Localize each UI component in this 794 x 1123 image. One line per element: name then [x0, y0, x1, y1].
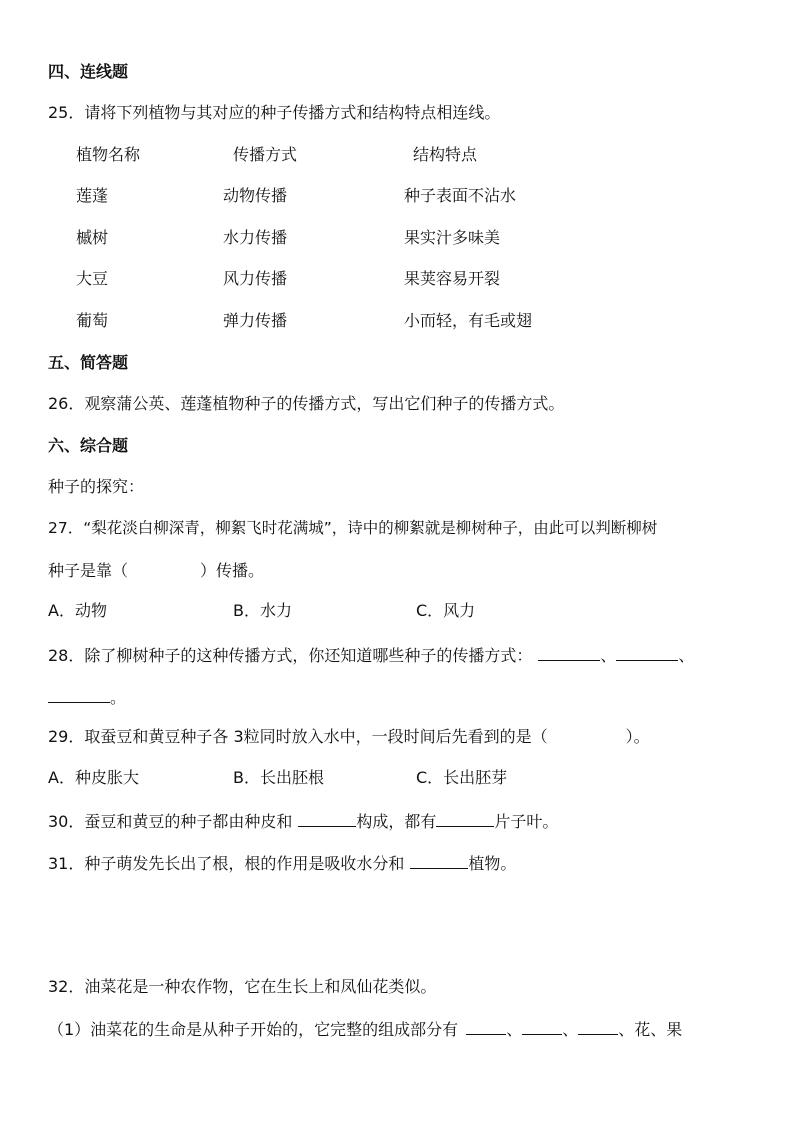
table-cell: 水力传播	[223, 228, 288, 247]
separator: 、	[506, 1020, 523, 1039]
option-a: A．动物	[48, 601, 107, 620]
answer-blank[interactable]	[48, 686, 110, 703]
answer-blank[interactable]	[578, 1018, 618, 1035]
option-c: C．风力	[416, 601, 476, 620]
question-28-text: 28．除了柳树种子的这种传播方式，你还知道哪些种子的传播方式：	[48, 646, 533, 665]
section-heading-4: 四、连线题	[48, 62, 129, 81]
table-cell: 动物传播	[223, 186, 288, 205]
table-cell: 果实汁多味美	[404, 228, 501, 247]
answer-blank[interactable]	[522, 1018, 562, 1035]
table-cell: 槭树	[76, 228, 109, 247]
question-29	[48, 727, 650, 747]
answer-blank[interactable]	[466, 1018, 506, 1035]
table-cell: 种子表面不沾水	[404, 186, 517, 205]
answer-blank[interactable]	[616, 644, 678, 661]
question-28-end: 。	[110, 688, 127, 707]
table-cell: 小而轻，有毛或翅	[404, 311, 533, 330]
question-30-text-c: 片子叶。	[494, 812, 559, 831]
question-31-text-b: 植物。	[468, 854, 517, 873]
question-26: 26．观察蒲公英、莲蓬植物种子的传播方式，写出它们种子的传播方式。	[48, 394, 565, 413]
question-27-line1: 27．“梨花淡白柳深青，柳絮飞时花满城”，诗中的柳絮就是柳树种子，由此可以判断柳树	[48, 519, 658, 537]
question-25: 25．请将下列植物与其对应的种子传播方式和结构特点相连线。	[48, 103, 501, 122]
section-heading-5: 五、简答题	[48, 353, 129, 372]
table-cell: 葡萄	[76, 311, 109, 330]
separator: 、	[600, 646, 617, 665]
question-32-1-text: （1）油菜花的生命是从种子开始的，它完整的组成部分有	[48, 1020, 459, 1039]
separator: 、	[678, 646, 695, 665]
question-27-text-a: 种子是靠（	[48, 561, 129, 580]
section-heading-6: 六、综合题	[48, 436, 129, 455]
question-30	[48, 810, 558, 832]
table-cell: 弹力传播	[223, 311, 288, 330]
table-cell: 果荚容易开裂	[404, 269, 501, 288]
answer-blank[interactable]	[410, 852, 468, 869]
table-cell: 莲蓬	[76, 186, 109, 205]
table-header-plant: 植物名称	[76, 145, 141, 164]
question-29-text-b: ）。	[625, 727, 650, 746]
table-cell: 风力传播	[223, 269, 288, 288]
table-header-feature: 结构特点	[413, 145, 478, 164]
question-29-text-a: 29．取蚕豆和黄豆种子各 3粒同时放入水中，一段时间后先看到的是（	[48, 727, 548, 746]
question-32-1-end: 、花、果	[618, 1020, 683, 1039]
question-28-line2	[48, 686, 126, 708]
option-c: C．长出胚芽	[416, 768, 508, 787]
question-30-text-b: 构成，都有	[356, 812, 437, 831]
section-intro: 种子的探究：	[48, 477, 145, 496]
answer-blank[interactable]	[298, 810, 356, 827]
option-b: B．长出胚根	[233, 768, 324, 787]
table-header-dispersal: 传播方式	[233, 145, 298, 164]
question-30-text-a: 30．蚕豆和黄豆的种子都由种皮和	[48, 812, 293, 831]
answer-blank[interactable]	[436, 810, 494, 827]
question-27-line2	[48, 561, 264, 581]
answer-blank[interactable]	[538, 644, 600, 661]
question-31	[48, 852, 516, 874]
table-cell: 大豆	[76, 269, 109, 288]
question-32-1	[48, 1018, 682, 1040]
option-b: B．水力	[233, 601, 292, 620]
separator: 、	[562, 1020, 579, 1039]
question-27-text-b: ）传播。	[200, 561, 265, 580]
option-a: A．种皮胀大	[48, 768, 139, 787]
question-28-line1	[48, 644, 694, 666]
question-32: 32．油菜花是一种农作物，它在生长上和凤仙花类似。	[48, 977, 437, 996]
question-31-text-a: 31．种子萌发先长出了根，根的作用是吸收水分和	[48, 854, 405, 873]
